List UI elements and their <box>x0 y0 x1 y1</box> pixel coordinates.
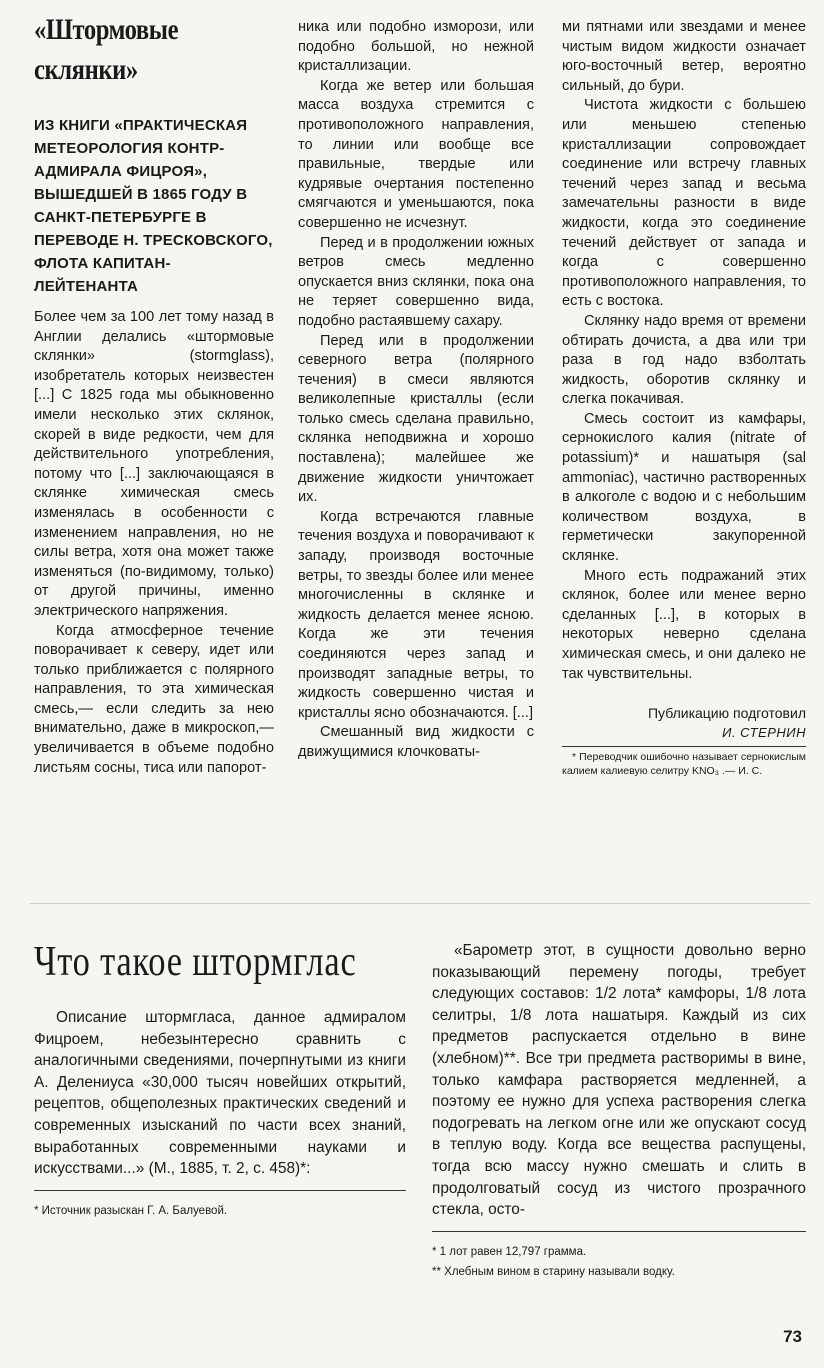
paragraph: ми пятнами или звездами и менее чистым видом жидкости означает юго-восточный ветер, вероятно сильный, до бури. <box>562 19 806 94</box>
article2-right-column <box>432 940 806 1282</box>
article1-subtitle: ИЗ КНИГИ «ПРАКТИЧЕСКАЯ МЕТЕОРОЛОГИЯ КОНТР-АДМИРАЛА ФИЦРОЯ», ВЫШЕДШЕЙ В 1865 ГОДУ В САНКТ-ПЕТЕРБУРГЕ В ПЕРЕВОДЕ Н. ТРЕСКОВСКОГО, ФЛОТА КАПИТАН-ЛЕЙТЕНАНТА <box>34 117 273 295</box>
article2-title: Что такое штормглас <box>34 939 357 985</box>
credit-name: И. СТЕРНИН <box>722 725 806 741</box>
article2-left-footnote: * Источник разыскан Г. А. Балуевой. <box>34 1204 228 1217</box>
footnote-divider <box>562 746 806 747</box>
paragraph: Смесь состоит из камфары, сернокислого калия (nitrate of potassium)* и нашатыря (sal ammoniac), частично растворенных в алкоголе с водою и с небольшим количеством воздуха, в герметически закупоренной склянке. <box>562 410 806 565</box>
paragraph: Перед или в продолжении северного ветра (полярного течения) в смеси являются великолепные кристаллы (если только смесь сделана правильно, склянка неподвижна и хорошо поставлена); малейшее же движение жидкости уничтожает их. <box>298 332 534 506</box>
paragraph: Когда же ветер или большая масса воздуха стремится с противоположного направления, то линии или вообще все правильные, твердые или кудрявые очертания постепенно смягчаются и уменьшаются, пока совершенно не исчезнут. <box>298 77 534 231</box>
paragraph: Когда встречаются главные течения воздуха и поворачивают к западу, производя восточные ветры, то звезды более или менее многочисленны в склянке и жидкость делается менее ясною. Когда же эти течения соединяются через запад и производят западные ветры, то жидкость совершенно чистая и кристаллы ясно обозначаются. [...] <box>298 508 534 721</box>
section-divider <box>30 903 810 904</box>
article1-footnote: * Переводчик ошибочно называет сернокислым калием калиевую селитру KNO₃ .— И. С. <box>562 751 806 778</box>
paragraph: Смешанный вид жидкости с движущимися клочковаты- <box>298 724 534 760</box>
article1-col1-text <box>34 308 274 778</box>
article2-footnote-2: ** Хлебным вином в старину называли водку. <box>432 1265 675 1278</box>
page-number: 73 <box>783 1327 802 1346</box>
article1-column-2 <box>298 18 534 763</box>
paragraph: Когда атмосферное течение поворачивает к северу, идет или только приближается с полярного направления, то эта химическая смесь,— если следить за нею внимательно, даже в микроскоп,— увеличивается в объеме подобно листьям сосны, тиса или папорот- <box>34 622 274 776</box>
credit <box>562 704 806 742</box>
footnote-divider <box>432 1231 806 1232</box>
article1-title: «Штормовые склянки» <box>34 13 179 86</box>
footnote-divider <box>34 1190 406 1191</box>
article2-footnote-1: * 1 лот равен 12,797 грамма. <box>432 1245 587 1258</box>
article2-left-column <box>34 935 406 1221</box>
article1-column-1 <box>34 10 274 778</box>
paragraph: Описание штормгласа, данное адмиралом Фицроем, небезынтересно сравнить с аналогичными сведениями, почерпнутыми из книги А. Делениуса «30,000 тысяч новейших открытий, рецептов, общеполезных практических сведений и современных изысканий по части всех знаний, выработанных современными науками и искусствами...» (М., 1885, т. 2, с. 458)*: <box>34 1009 406 1178</box>
paragraph: ника или подобно изморози, или подобно большой, но нежной кристаллизации. <box>298 19 534 75</box>
paragraph: Перед и в продолжении южных ветров смесь медленно опускается вниз склянки, пока она не теряет совершенно вида, подобно растаявшему сахару. <box>298 234 534 329</box>
paragraph: Склянку надо время от времени обтирать дочиста, а два или три раза в год надо взболтать жидкость, оборотив склянку и слегка покачивая. <box>562 312 806 408</box>
credit-label: Публикацию подготовил <box>647 705 806 722</box>
article1-column-3 <box>562 18 806 778</box>
paragraph: Много есть подражаний этих склянок, более или менее верно сделанных [...], в которых в некоторых неверно сделана химическая смесь, и они далеко не так чувствительны. <box>562 567 806 682</box>
paragraph: «Барометр этот, в сущности довольно верно показывающий перемену погоды, требует следующих составов: 1/2 лота* камфоры, 1/8 лота селитры, 1/8 лота нашатыря. Каждый из сих предметов распускается отдельно в вине (хлебном)**. Все три предмета растворимы в вине, только камфара растворяется медленней, а поэтому ее нужно для успеха растворения слегка подогревать на легком огне или же опускают сосуд в теплую воду. Когда все вещества распущены, тогда всю массу нужно смешать и слить в продолговатый сосуд из чистого прозрачного стекла, осто- <box>432 942 806 1219</box>
paragraph: Более чем за 100 лет тому назад в Англии делались «штормовые склянки» (stormglass), изобретатель которых неизвестен [...] С 1825 года мы обыкновенно имели несколько этих склянок, скорей в виде редкости, чем для действительного употребления, потому что [...] заключающаяся в склянке химическая смесь изменялась в особенности с изменением направления, но не силы ветра, хотя она может также изменяться (по-видимому, только) от другой причины, именно электрического напряжения. <box>34 309 274 619</box>
paragraph: Чистота жидкости с большею или меньшею степенью кристаллизации сопровождает соединение или встречу главных течений через запад и весьма замечательны разности в виде жидкости, когда это соединение течений действует от запада и когда с совершенно противоположного направления, то есть с востока. <box>562 97 806 310</box>
